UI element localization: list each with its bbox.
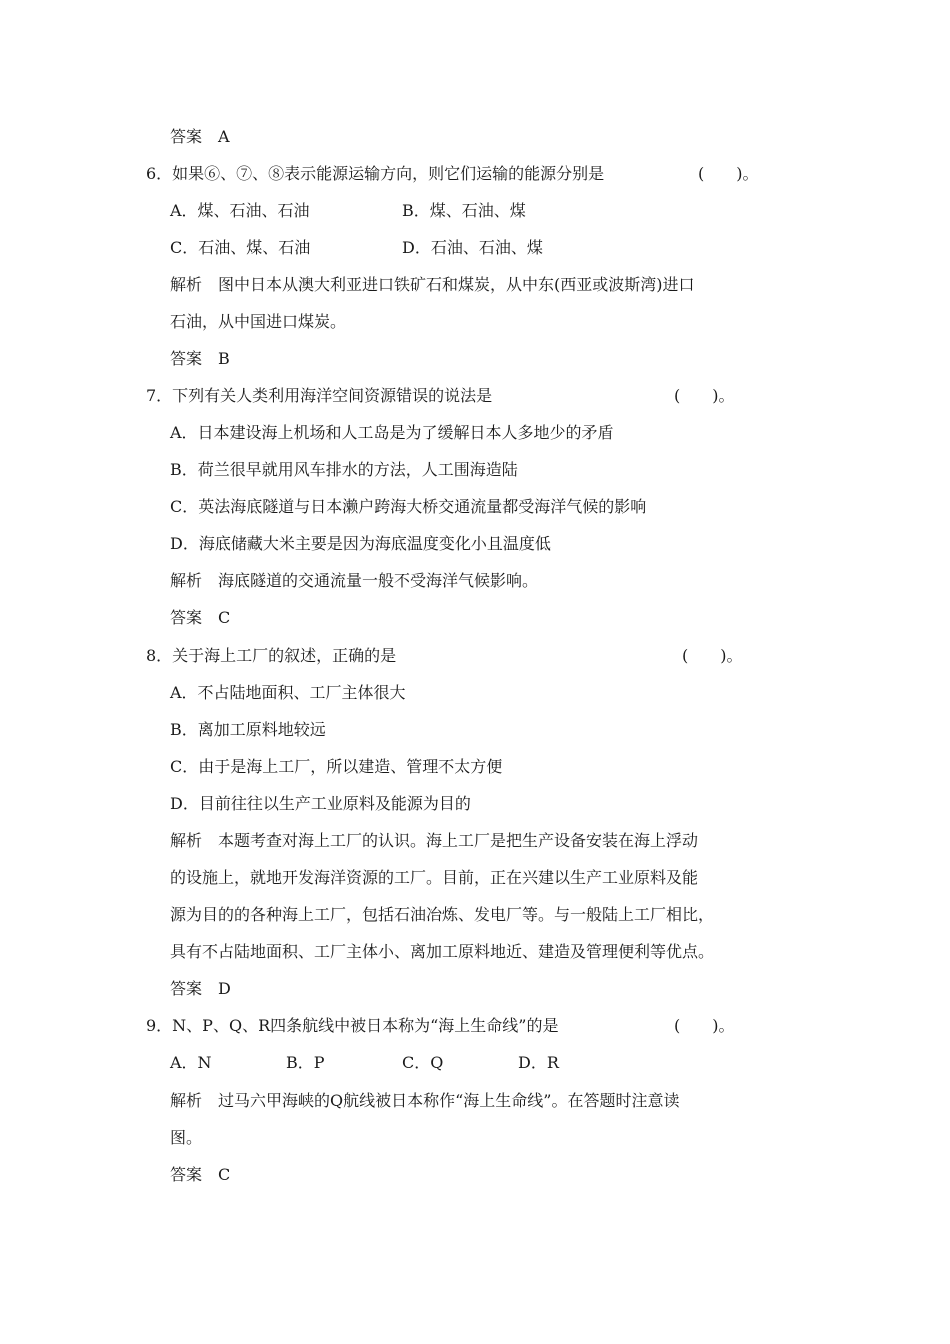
question-9-answer-blank: ( )。 [674, 1016, 735, 1035]
question-7-stem: 7．下列有关人类利用海洋空间资源错误的说法是 [146, 386, 493, 405]
q7-analysis-line-1: 解析 海底隧道的交通流量一般不受海洋气候影响。 [170, 571, 539, 590]
answer-q6: 答案 B [170, 349, 230, 368]
question-6-answer-blank: ( )。 [698, 164, 759, 183]
q7-option-a: A．日本建设海上机场和人工岛是为了缓解日本人多地少的矛盾 [170, 423, 614, 442]
question-9-stem: 9．N、P、Q、R四条航线中被日本称为“海上生命线”的是 [146, 1016, 559, 1035]
q8-option-b: B．离加工原料地较远 [170, 720, 326, 739]
q6-analysis-line-1: 解析 图中日本从澳大利亚进口铁矿石和煤炭，从中东(西亚或波斯湾)进口 [170, 275, 695, 294]
q9-option-c: C．Q [402, 1053, 444, 1072]
q6-option-b: B．煤、石油、煤 [402, 201, 526, 220]
q7-option-d: D．海底储藏大米主要是因为海底温度变化小且温度低 [170, 534, 551, 553]
answer-q8: 答案 D [170, 979, 231, 998]
q8-analysis-line-1: 解析 本题考查对海上工厂的认识。海上工厂是把生产设备安装在海上浮动 [170, 831, 699, 850]
q8-analysis-line-4: 具有不占陆地面积、工厂主体小、离加工原料地近、建造及管理便利等优点。 [170, 942, 715, 961]
q9-analysis-line-1: 解析 过马六甲海峡的Q航线被日本称作“海上生命线”。在答题时注意读 [170, 1091, 680, 1110]
answer-q5: 答案 A [170, 127, 230, 146]
q6-option-a: A．煤、石油、石油 [170, 201, 310, 220]
q6-analysis-line-2: 石油，从中国进口煤炭。 [170, 312, 347, 331]
question-8-answer-blank: ( )。 [682, 646, 743, 665]
q8-analysis-line-3: 源为目的的各种海上工厂，包括石油冶炼、发电厂等。与一般陆上工厂相比， [170, 905, 715, 924]
q7-option-c: C．英法海底隧道与日本濑户跨海大桥交通流量都受海洋气候的影响 [170, 497, 647, 516]
question-7-answer-blank: ( )。 [674, 386, 735, 405]
q9-option-b: B．P [286, 1053, 325, 1072]
question-8-stem: 8．关于海上工厂的叙述，正确的是 [146, 646, 397, 665]
q8-analysis-line-2: 的设施上，就地开发海洋资源的工厂。目前，正在兴建以生产工业原料及能 [170, 868, 699, 887]
q9-analysis-line-2: 图。 [170, 1128, 203, 1147]
answer-q7: 答案 C [170, 608, 231, 627]
q6-option-c: C．石油、煤、石油 [170, 238, 311, 257]
q9-option-a: A．N [170, 1053, 212, 1072]
q8-option-a: A．不占陆地面积、工厂主体很大 [170, 683, 406, 702]
q9-option-d: D．R [518, 1053, 559, 1072]
q8-option-d: D．目前往往以生产工业原料及能源为目的 [170, 794, 471, 813]
q7-option-b: B．荷兰很早就用风车排水的方法，人工围海造陆 [170, 460, 518, 479]
answer-q9: 答案 C [170, 1165, 231, 1184]
q8-option-c: C．由于是海上工厂，所以建造、管理不太方便 [170, 757, 503, 776]
q6-option-d: D．石油、石油、煤 [402, 238, 543, 257]
question-6-stem: 6．如果⑥、⑦、⑧表示能源运输方向，则它们运输的能源分别是 [146, 164, 605, 183]
